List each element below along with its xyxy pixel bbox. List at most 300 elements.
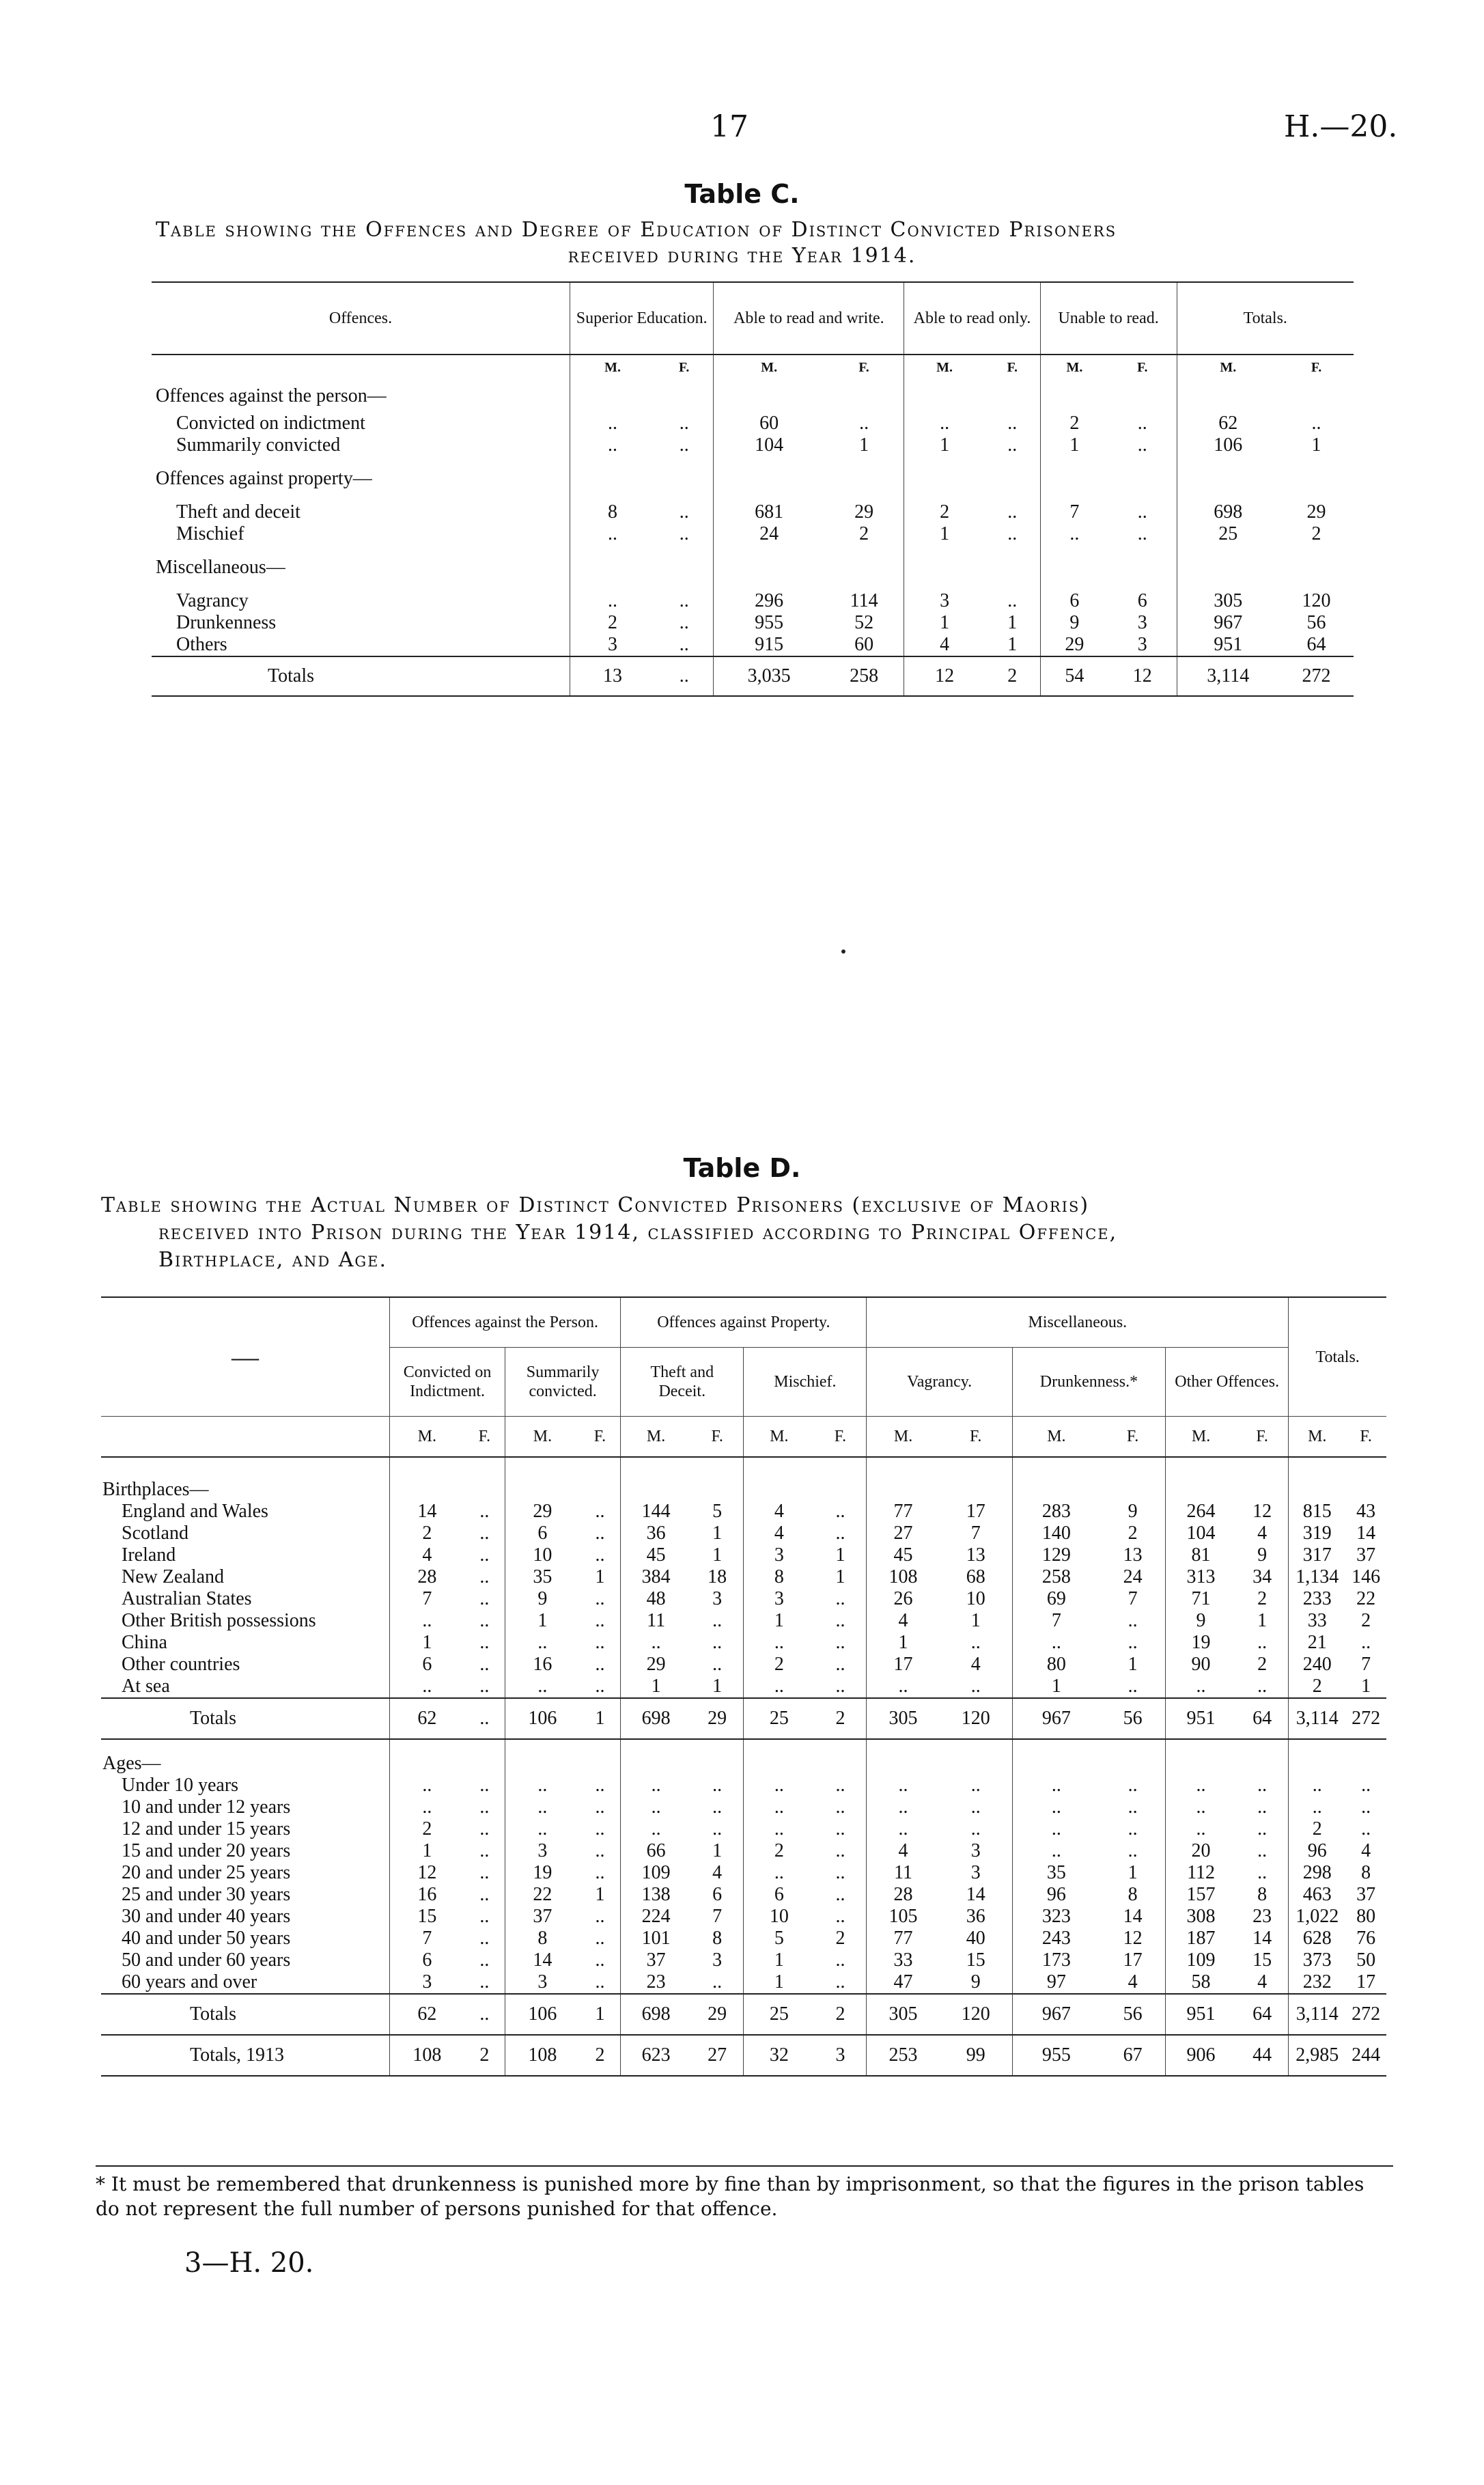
table-d-row-label: Australian States [122,1588,252,1609]
table-c-mf-label: M. [904,355,985,380]
table-d-mf-label: F. [940,1417,1013,1458]
table-d-cell: 8 [1257,1884,1268,1905]
table-d-mf-label: F. [814,1417,867,1458]
table-c-row-label: Vagrancy [176,590,249,611]
table-d-cell: 1 [1257,1610,1268,1631]
table-c-cell [904,545,985,590]
table-d-cell: .. [595,1654,605,1675]
table-d-cell: 1 [390,1840,464,1862]
table-d-row-label: 20 and under 25 years [122,1862,291,1883]
table-d-cell: .. [505,1796,580,1818]
table-c-cell: 25 [1177,523,1279,545]
table-d-cell: 120 [940,1698,1013,1739]
table-c-cell: 114 [850,590,878,611]
table-d-cell: 3 [744,1588,815,1610]
table-c-cell [1177,545,1279,590]
table-d-cell: 37 [1356,1884,1376,1905]
table-d-totals-1913 [101,2035,1386,2076]
table-d-cell: .. [595,1523,605,1544]
table-c-cell: 8 [570,501,656,523]
table-d-cell: .. [479,1818,490,1840]
table-d-cell: .. [1361,1632,1371,1653]
table-row [101,1566,1386,1588]
table-d-mf-label: M. [390,1417,464,1458]
table-c-row-label: Drunkenness [176,612,277,633]
table-d-row-label: China [122,1632,167,1653]
table-d-cell: .. [505,1676,580,1698]
table-c-cell [655,456,714,501]
table-d-cell: 305 [867,1994,940,2035]
table-d-mf-label: F. [580,1417,621,1458]
table-d-cell: .. [1166,1818,1236,1840]
table-d-spacer-cell [580,1457,621,1501]
table-d-spacer-cell [1236,1739,1289,1775]
table-d-cell: 47 [867,1971,940,1994]
table-row [152,501,1354,523]
table-d-cell: 264 [1166,1501,1236,1523]
table-c-cell [904,380,985,413]
table-row [152,612,1354,634]
table-d-cell: 64 [1236,1698,1289,1739]
table-d-cell: .. [390,1610,464,1632]
table-d-spacer-cell [744,1457,815,1501]
table-row [101,1818,1386,1840]
table-c-cell: 6 [1137,590,1147,611]
table-d-cell: 1 [580,1698,621,1739]
table-c-cell: 29 [854,501,874,523]
table-c-cell: 698 [1177,501,1279,523]
table-d-spacer-cell [1289,1739,1345,1775]
table-c-cell: .. [570,590,656,612]
table-d-cell: .. [835,1840,845,1861]
table-c-row-label: Theft and deceit [176,501,300,523]
table-c-cell: 24 [714,523,824,545]
table-row [101,1906,1386,1928]
table-d-cell: 106 [505,1698,580,1739]
table-d-cell: 224 [621,1906,691,1928]
table-c-cell [1108,456,1177,501]
table-d-cell: 951 [1166,1994,1236,2035]
table-d-cell: 967 [1012,1698,1100,1739]
table-d-cell: 6 [390,1949,464,1971]
table-c-title: Table C. [684,179,800,209]
table-d-cell: 15 [1252,1949,1272,1971]
table-d-cell: 97 [1012,1971,1100,1994]
table-d-cell: 2 [464,2035,505,2076]
table-c-cell: 60 [854,634,874,655]
table-d-cell: 1 [1012,1676,1100,1698]
table-d-cell: 951 [1166,1698,1236,1739]
table-d-cell: 7 [1128,1588,1138,1609]
table-d-spacer-cell [691,1457,744,1501]
table-d-cell: 81 [1166,1544,1236,1566]
table-c-row-label: Others [176,634,227,655]
table-d-cell: .. [479,1523,490,1544]
table-d-cell: 14 [505,1949,580,1971]
table-d-cell: 7 [390,1588,464,1610]
table-d-cell: 7 [712,1906,723,1927]
table-d-cell: .. [464,1698,505,1739]
table-d-cell: .. [1361,1818,1371,1840]
table-d-cell: .. [595,1840,605,1861]
table-row [101,1862,1386,1884]
table-d-cell: 17 [1356,1971,1376,1993]
table-d-cell: 27 [867,1523,940,1544]
table-d-cell: 19 [505,1862,580,1884]
footnote: * It must be remembered that drunkenness is punished more by fine than by imprisonment, so that the figures in the prison tables do not represent the full number of persons punished for that offence. [96,2165,1393,2221]
table-d-cell: 20 [1166,1840,1236,1862]
table-d [101,1296,1386,2077]
table-c-caption-line2: received during the Year 1914. [568,244,916,268]
table-d-cell: 8 [1361,1862,1371,1883]
table-d-cell: .. [479,1840,490,1861]
table-c-mf-label: M. [570,355,656,380]
table-c-cell: 2 [904,501,985,523]
table-d-cell: 305 [867,1698,940,1739]
table-c-cell: 62 [1177,413,1279,434]
table-c-cell [1177,456,1279,501]
table-d-cell: 1,134 [1289,1566,1345,1588]
table-d-cell: 2 [744,1840,815,1862]
table-d-sub-summarily: Summarily convicted. [505,1348,621,1417]
table-d-cell: 104 [1166,1523,1236,1544]
table-d-cell: 17 [867,1654,940,1676]
table-c-cell: 4 [904,634,985,656]
table-d-spacer-cell [390,1457,464,1501]
table-d-cell: .. [1257,1818,1268,1840]
table-d-cell: .. [390,1775,464,1796]
table-d-cell: 373 [1289,1949,1345,1971]
table-c-cell [570,380,656,413]
table-d-row-label: 60 years and over [122,1971,257,1993]
table-d-sub-indictment: Convicted on Indictment. [390,1348,505,1417]
table-d-cell: 2 [1289,1818,1345,1840]
table-d-cell: 37 [1356,1544,1376,1566]
table-d-cell: 14 [1356,1523,1376,1544]
table-c-row-label: Mischief [176,523,244,544]
table-d-cell: 240 [1289,1654,1345,1676]
table-row [101,1544,1386,1566]
table-c-total-cell: .. [655,656,714,696]
table-d-mf-label: M. [621,1417,691,1458]
table-c-cell: .. [679,590,689,611]
table-c-cell: 951 [1177,634,1279,656]
table-c-cell: 3 [1137,634,1147,655]
table-d-cell: 1 [867,1632,940,1654]
table-row [152,380,1354,413]
table-d-cell: .. [479,1610,490,1631]
table-d-cell: 3 [390,1971,464,1994]
table-d-cell: .. [479,1654,490,1675]
table-d-cell: 140 [1012,1523,1100,1544]
table-d-caption-line1: Table showing the Actual Number of Distinct Convicted Prisoners (exclusive of Maoris) [101,1193,1090,1217]
table-d-cell: .. [970,1632,981,1653]
page-mark [841,949,845,954]
table-d-cell: 66 [621,1840,691,1862]
table-c-col-read-only: Able to read only. [904,282,1040,355]
table-d-group-person: Offences against the Person. [390,1297,621,1348]
table-d-ages-heading: Ages— [102,1753,161,1774]
table-d-cell: 4 [867,1610,940,1632]
table-c-cell: .. [570,523,656,545]
table-c-cell [1108,380,1177,413]
table-d-spacer-cell [1100,1457,1166,1501]
table-d-cell: .. [1361,1775,1371,1796]
table-d-spacer-cell [1236,1457,1289,1501]
table-d-cell: .. [479,1906,490,1927]
table-d-cell: 319 [1289,1523,1345,1544]
table-d-cell: 1 [505,1610,580,1632]
table-row [101,1971,1386,1994]
table-c-cell [714,380,824,413]
table-d-cell: 29 [691,1698,744,1739]
table-d-group-totals: Totals. [1289,1297,1386,1417]
table-d-row-label: Totals, 1913 [101,2035,390,2076]
table-d-cell: .. [867,1818,940,1840]
table-d-cell: 109 [621,1862,691,1884]
table-d-cell: 1 [970,1610,981,1631]
table-d-cell: 45 [621,1544,691,1566]
table-d-title: Table D. [683,1153,801,1183]
table-row [101,1928,1386,1949]
table-d-cell: 96 [1012,1884,1100,1906]
table-d-cell: 16 [505,1654,580,1676]
table-d-cell: .. [595,1632,605,1653]
table-d-cell: 37 [505,1906,580,1928]
table-d-cell: 4 [867,1840,940,1862]
table-d-cell: 24 [1123,1566,1143,1587]
table-row [101,1949,1386,1971]
table-d-cell: .. [1128,1610,1138,1631]
table-d-spacer-cell [1345,1457,1386,1501]
table-d-cell: 32 [744,2035,815,2076]
table-c-cell: 296 [714,590,824,612]
table-d-cell: 144 [621,1501,691,1523]
table-d-cell: 2 [744,1654,815,1676]
table-d-cell: .. [479,1632,490,1653]
table-c-cell [570,545,656,590]
table-d-cell: 35 [505,1566,580,1588]
table-d-spacer-cell [744,1739,815,1775]
table-d-spacer-cell [1166,1739,1236,1775]
table-c-cell: 2 [859,523,869,544]
table-d-sub-drunkenness: Drunkenness.* [1012,1348,1165,1417]
table-c-cell [824,545,904,590]
table-c-cell: .. [1007,590,1018,611]
table-d-cell: .. [835,1523,845,1544]
table-d-cell: 48 [621,1588,691,1610]
table-c-cell: .. [570,434,656,456]
table-c-col-totals: Totals. [1177,282,1354,355]
table-d-sub-other: Other Offences. [1166,1348,1289,1417]
table-d-cell: .. [479,1676,490,1697]
table-c-cell: 1 [1007,634,1018,655]
table-d-spacer-cell [621,1739,691,1775]
table-d-cell: 3 [505,1840,580,1862]
table-d-caption-line3: Birthplace, and Age. [158,1248,388,1272]
table-d-cell: .. [1166,1676,1236,1698]
table-c-cell [985,380,1040,413]
table-d-cell: 1 [580,1994,621,2035]
table-d-cell: 1 [390,1632,464,1654]
table-d-cell: 3 [505,1971,580,1994]
table-d-row-label: 40 and under 50 years [122,1928,291,1949]
table-d-cell: .. [595,1818,605,1840]
table-d-cell: 9 [505,1588,580,1610]
table-d-cell: 253 [867,2035,940,2076]
table-d-spacer-cell [464,1457,505,1501]
table-d-cell: 173 [1012,1949,1100,1971]
table-d-cell: .. [505,1775,580,1796]
table-d-cell: 11 [867,1862,940,1884]
table-d-mf-blank [101,1417,390,1458]
table-d-cell: .. [1128,1818,1138,1840]
table-d-cell: .. [867,1775,940,1796]
table-d-spacer-cell [867,1739,940,1775]
table-c-cell: 1 [1040,434,1108,456]
table-c-cell: .. [679,501,689,523]
table-d-cell: 698 [621,1994,691,2035]
table-d-cell: 77 [867,1928,940,1949]
table-d-cell: .. [1166,1796,1236,1818]
table-d-cell: 56 [1100,1698,1166,1739]
table-c-total-cell: 272 [1279,656,1354,696]
table-d-cell: 101 [621,1928,691,1949]
table-c-cell: 1 [904,523,985,545]
table-d-cell: 37 [621,1949,691,1971]
table-d-row-label: 10 and under 12 years [122,1796,291,1818]
page-number: 17 [710,109,748,144]
table-d-cell: 12 [1252,1501,1272,1522]
table-d-cell: 1 [621,1676,691,1698]
table-row [101,1501,1386,1523]
table-d-cell: .. [505,1632,580,1654]
table-d-cell: 1 [712,1544,723,1566]
table-c-cell: .. [1040,523,1108,545]
table-c-cell [1279,545,1354,590]
table-d-cell: 2 [1361,1610,1371,1631]
table-c-cell: 3 [904,590,985,612]
table-row [101,1775,1386,1796]
table-d-cell: .. [479,1775,490,1796]
table-d-cell: .. [970,1796,981,1818]
table-d-cell: 272 [1345,1698,1386,1739]
table-c-cell: .. [1311,413,1321,434]
table-c-cell: 2 [570,612,656,634]
table-d-cell: 244 [1345,2035,1386,2076]
table-d-cell: .. [744,1775,815,1796]
table-d-cell: 50 [1356,1949,1376,1971]
table-d-cell: .. [479,1971,490,1993]
table-row [101,1588,1386,1610]
table-c-cell [1040,456,1108,501]
table-c-cell: .. [1007,434,1018,456]
table-c-cell [570,456,656,501]
table-d-cell: 69 [1012,1588,1100,1610]
table-d-blank-header: — [101,1297,390,1417]
table-row [152,413,1354,434]
table-c-total-cell: 258 [824,656,904,696]
table-c-cell: 7 [1040,501,1108,523]
table-d-cell: 1 [835,1544,845,1566]
table-c-cell: 64 [1306,634,1326,655]
table-c-caption-line1: Table showing the Offences and Degree of Education of Distinct Convicted Prisoners [156,218,1117,242]
table-d-cell: 3 [744,1544,815,1566]
table-d-cell: 14 [1252,1928,1272,1949]
table-d-cell: .. [595,1796,605,1818]
table-d-cell: 2 [580,2035,621,2076]
table-d-cell: 10 [505,1544,580,1566]
table-d-cell: 71 [1166,1588,1236,1610]
table-d-mf-label: F. [1236,1417,1289,1458]
table-d-cell: .. [835,1884,845,1905]
table-c-col-offences: Offences. [152,282,570,355]
page-signature: 3—H. 20. [184,2247,314,2279]
table-d-cell: 3 [712,1949,723,1971]
table-d-cell: .. [621,1775,691,1796]
table-d-cell: .. [835,1501,845,1522]
table-d-cell: .. [595,1862,605,1883]
table-d-cell: 67 [1100,2035,1166,2076]
table-d-cell: .. [712,1971,723,1993]
table-c-cell: 104 [714,434,824,456]
table-d-cell: 3,114 [1289,1994,1345,2035]
table-d-cell: .. [712,1775,723,1796]
table-c-cell [985,545,1040,590]
table-c-cell [1279,456,1354,501]
table-d-cell: 15 [966,1949,985,1971]
table-d-cell: 1,022 [1289,1906,1345,1928]
table-d-cell: .. [479,1949,490,1971]
table-d-cell: 1 [744,1971,815,1994]
table-c-cell: 2 [1040,413,1108,434]
table-d-cell: 7 [1361,1654,1371,1675]
table-d-cell: .. [835,1862,845,1883]
table-d-cell: 12 [1123,1928,1143,1949]
table-d-cell: 18 [708,1566,727,1587]
table-d-cell: .. [621,1796,691,1818]
table-d-cell: 108 [867,1566,940,1588]
document-reference: H.—20. [1284,109,1398,144]
table-d-cell: 29 [505,1501,580,1523]
table-d-cell: 28 [390,1566,464,1588]
table-d-spacer-cell [1012,1457,1100,1501]
table-d-cell: 967 [1012,1994,1100,2035]
table-c-cell [655,545,714,590]
table-c-cell [1279,380,1354,413]
table-d-cell: .. [744,1818,815,1840]
table-d-cell: 906 [1166,2035,1236,2076]
table-d-cell: .. [595,1501,605,1522]
table-d-cell: 3 [970,1862,981,1883]
table-c-cell: 915 [714,634,824,656]
table-d-ages-totals [101,1994,1386,2035]
table-d-cell: .. [1289,1796,1345,1818]
table-c-cell: 106 [1177,434,1279,456]
table-c-cell: 6 [1040,590,1108,612]
table-d-cell: .. [595,1775,605,1796]
table-d-cell: 108 [390,2035,464,2076]
table-d-cell: 8 [1128,1884,1138,1905]
table-d-cell: 5 [712,1501,723,1522]
table-d-cell: .. [1257,1775,1268,1796]
table-d-spacer-cell [814,1739,867,1775]
table-d-cell: 1 [1128,1862,1138,1883]
table-d-cell: 1 [1128,1654,1138,1675]
table-d-cell: 2 [390,1818,464,1840]
table-d-spacer-cell [940,1739,1013,1775]
table-d-cell: .. [712,1632,723,1653]
